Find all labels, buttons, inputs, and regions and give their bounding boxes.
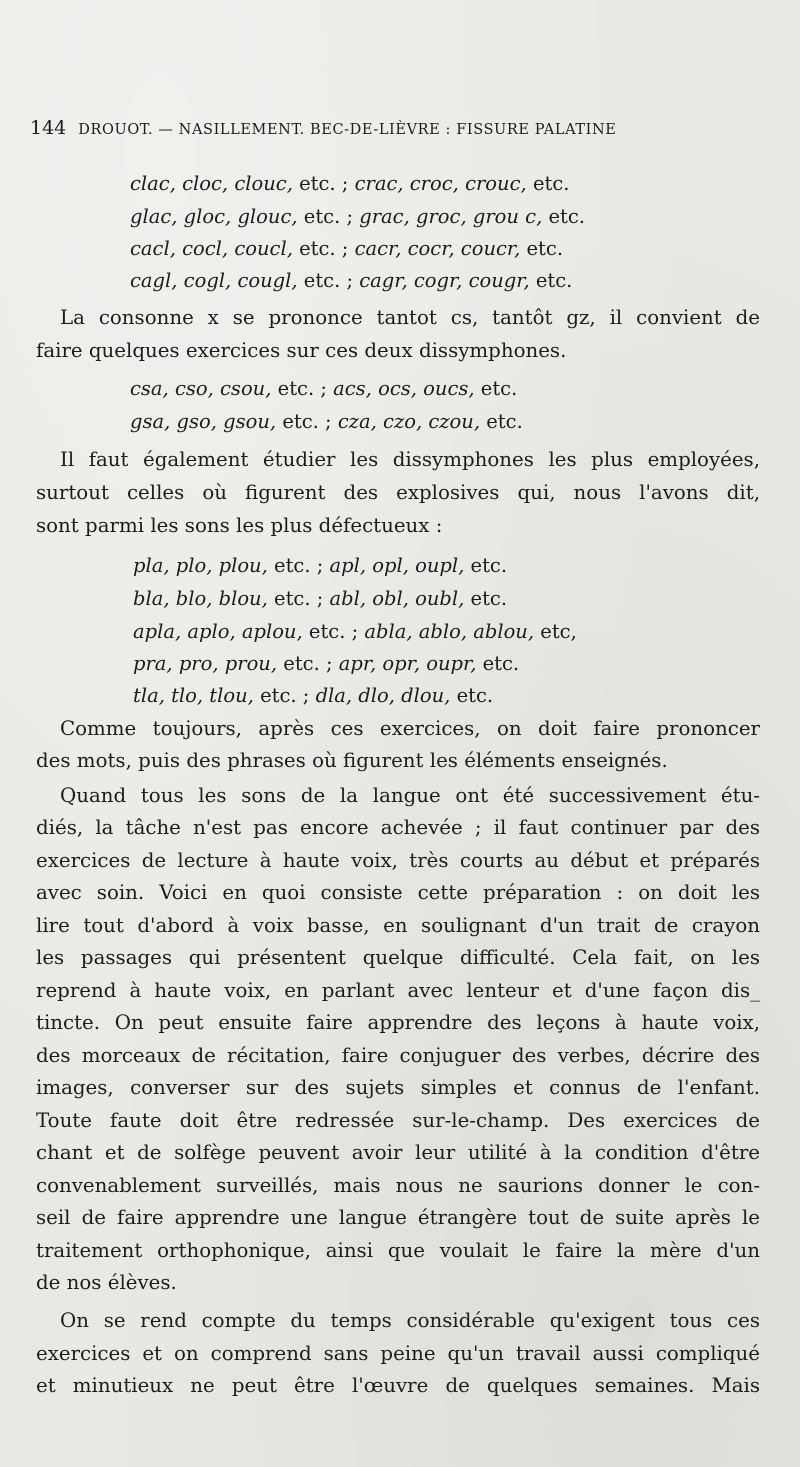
paragraph-line: et minutieux ne peut être l'œuvre de quelques semaines. Mais xyxy=(36,1374,760,1397)
paragraph-line: des morceaux de récitation, faire conjuguer des verbes, décrire des xyxy=(36,1044,760,1067)
paragraph-line: avec soin. Voici en quoi consiste cette préparation : on doit les xyxy=(36,881,760,904)
exercise-line: pra, pro, prou, etc. ; apr, opr, oupr, etc. xyxy=(133,652,520,675)
paragraph-line: exercices de lecture à haute voix, très courts au début et préparés xyxy=(36,849,760,872)
exercise-line: tla, tlo, tlou, etc. ; dla, dlo, dlou, etc. xyxy=(133,684,494,707)
paragraph-line: des mots, puis des phrases où figurent les éléments enseignés. xyxy=(36,749,668,772)
exercise-line: cacl, cocl, coucl, etc. ; cacr, cocr, coucr, etc. xyxy=(130,237,564,260)
running-header xyxy=(30,117,742,139)
paragraph-line: images, converser sur des sujets simples et connus de l'enfant. xyxy=(36,1076,760,1099)
paragraph-line: Toute faute doit être redressée sur-le-champ. Des exercices de xyxy=(36,1109,760,1132)
page-number: 144 xyxy=(30,117,67,139)
paragraph-line: Il faut également étudier les dissymphones les plus employées, xyxy=(60,448,760,471)
exercise-line: clac, cloc, clouc, etc. ; crac, croc, crouc, etc. xyxy=(130,172,570,195)
exercise-line: glac, gloc, glouc, etc. ; grac, groc, grou c, etc. xyxy=(130,205,585,228)
paragraph-line: convenablement surveillés, mais nous ne saurions donner le con- xyxy=(36,1174,760,1197)
paragraph-line: reprend à haute voix, en parlant avec lenteur et d'une façon dis_ xyxy=(36,979,760,1002)
exercise-line: cagl, cogl, cougl, etc. ; cagr, cogr, cougr, etc. xyxy=(130,269,573,292)
paragraph-line: Comme toujours, après ces exercices, on doit faire prononcer xyxy=(60,717,760,740)
paragraph-line: diés, la tâche n'est pas encore achevée ; il faut continuer par des xyxy=(36,816,760,839)
paragraph-line: de nos élèves. xyxy=(36,1271,177,1294)
exercise-line: apla, aplo, aplou, etc. ; abla, ablo, ablou, etc, xyxy=(133,620,577,643)
paragraph-line: seil de faire apprendre une langue étrangère tout de suite après le xyxy=(36,1206,760,1229)
paragraph-line: chant et de solfège peuvent avoir leur utilité à la condition d'être xyxy=(36,1141,760,1164)
exercise-line: csa, cso, csou, etc. ; acs, ocs, oucs, etc. xyxy=(130,377,518,400)
paragraph-line: La consonne x se prononce tantot cs, tantôt gz, il convient de xyxy=(60,306,760,329)
paragraph-line: surtout celles où figurent des explosives qui, nous l'avons dit, xyxy=(36,481,760,504)
paragraph-line: Quand tous les sons de la langue ont été successivement étu- xyxy=(60,784,760,807)
paragraph-line: exercices et on comprend sans peine qu'un travail aussi compliqué xyxy=(36,1342,760,1365)
paragraph-line: faire quelques exercices sur ces deux dissymphones. xyxy=(36,339,567,362)
paragraph-line: On se rend compte du temps considérable qu'exigent tous ces xyxy=(60,1309,760,1332)
running-title: DROUOT. — NASILLEMENT. BEC-DE-LIÈVRE : FISSURE PALATINE xyxy=(78,122,617,138)
paragraph-line: tincte. On peut ensuite faire apprendre des leçons à haute voix, xyxy=(36,1011,760,1034)
paragraph-line: lire tout d'abord à voix basse, en soulignant d'un trait de crayon xyxy=(36,914,760,937)
exercise-line: gsa, gso, gsou, etc. ; cza, czo, czou, etc. xyxy=(130,410,523,433)
paragraph-line: traitement orthophonique, ainsi que voulait le faire la mère d'un xyxy=(36,1239,760,1262)
paragraph-line: sont parmi les sons les plus défectueux : xyxy=(36,514,443,537)
exercise-line: pla, plo, plou, etc. ; apl, opl, oupl, etc. xyxy=(133,554,508,577)
paragraph-line: les passages qui présentent quelque difficulté. Cela fait, on les xyxy=(36,946,760,969)
exercise-line: bla, blo, blou, etc. ; abl, obl, oubl, etc. xyxy=(133,587,508,610)
